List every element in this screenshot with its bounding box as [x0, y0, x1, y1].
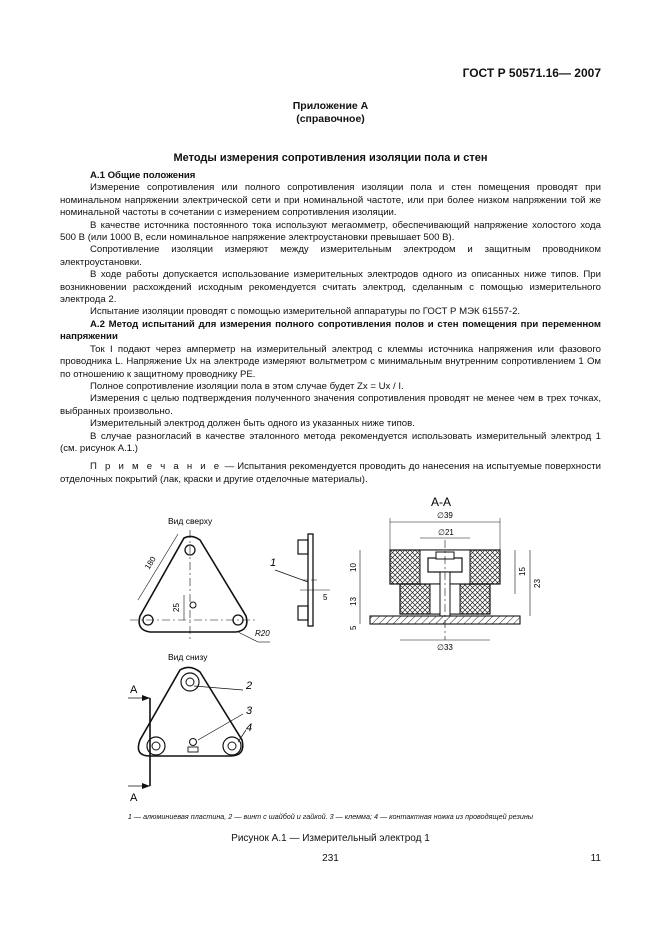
dim-d39: ∅39: [437, 511, 453, 520]
figure-drawing: [60, 490, 601, 810]
side-head-bottom: [298, 606, 308, 620]
callout-2: 2: [246, 680, 253, 692]
paragraph: Измерение сопротивления или полного сопротивления изоляции пола и стен помещения проводят при номинальном напряжении электрической сети и при номинальной частоте, или при более низком напряжении той же номинальной частоты в сочетании с измерением сопротивления изоляции.: [60, 182, 601, 219]
paragraph: Испытание изоляции проводят с помощью измерительной аппаратуры по ГОСТ Р МЭК 61557-2.: [90, 306, 521, 318]
terminal-hole: [190, 602, 196, 608]
figure-legend: 1 — алюминиевая пластина, 2 — винт с шайбой и гайкой. 3 — клемма; 4 — контактная ножка из проводящей резины: [127, 812, 534, 821]
dim-side-5: 5: [323, 593, 328, 602]
callout-1: 1: [270, 557, 277, 569]
paragraph: Полное сопротивление изоляции пола в этом случае будет Zx = Ux / I.: [90, 380, 404, 392]
dim-180: 180: [143, 554, 158, 572]
callout-4: 4: [246, 722, 253, 734]
heading-a2: А.2 Метод испытаний для измерения полного сопротивления полов и стен помещения при переменном напряжении: [60, 318, 601, 343]
paragraph: Измерительный электрод должен быть одного из указанных ниже типов.: [90, 418, 415, 430]
section-title: Методы измерения сопротивления изоляции пола и стен: [173, 152, 488, 164]
dim-15: 15: [518, 567, 527, 576]
paragraph: В ходе работы допускается использование измерительных электродов одного из описанных ниже типов. При возникновении расхождений исходным рекомендуется считать электрод, сделанным с помощью измерительного электрода 2.: [60, 269, 601, 306]
callout-3: 3: [246, 705, 253, 717]
dim-25: 25: [172, 603, 181, 612]
appendix-title: Приложение А: [292, 100, 369, 112]
top-view-plate: [139, 536, 247, 632]
terminal: [190, 739, 197, 746]
document-code: ГОСТ Р 50571.16— 2007: [462, 66, 601, 80]
dim-5: 5: [349, 625, 358, 630]
note: [60, 461, 601, 486]
contact-foot: [223, 737, 241, 755]
section-arrow-bottom: А: [130, 792, 138, 804]
dim-10: 10: [349, 563, 358, 572]
dim-d33: ∅33: [437, 643, 453, 652]
heading-a1: А.1 Общие положения: [90, 170, 196, 181]
figure-caption: Рисунок А.1 — Измерительный электрод 1: [231, 833, 430, 844]
figure-electrode: [60, 490, 601, 810]
paragraph: В случае разногласий в качестве эталонного метода рекомендуется использовать измерительный электрод 1 (см. рисунок А.1.): [60, 430, 601, 454]
dim-13: 13: [349, 597, 358, 606]
note-label: П р и м е ч а н и е: [90, 461, 222, 473]
page-number: 231: [322, 853, 339, 864]
body-text: [60, 170, 601, 486]
contact-foot: [181, 673, 199, 691]
note-text: — Испытания рекомендуется проводить до нанесения на испытуемые поверхности отделочных покрытий (лак, краски и другие отделочные материалы).: [60, 461, 601, 485]
dim-23: 23: [533, 579, 542, 588]
section-arrow-top: А: [130, 684, 138, 696]
paragraph: Измерения с целью подтверждения полученного значения сопротивления проводят не менее чем в трех точках, выбранных произвольно.: [60, 393, 601, 417]
paragraph: Ток I подают через амперметр на измерительный электрод с клеммы источника напряжения или фазового проводника L. Напряжение Ux на электроде измеряют вольтметром с минимальным внутренним сопротивлением 1 Ом по отношению к защитному проводнику PE.: [60, 343, 601, 380]
top-view-label: Вид сверху: [168, 516, 213, 526]
dim-d21: ∅21: [438, 528, 454, 537]
section-label: А-А: [431, 495, 452, 509]
page-number-right: 11: [590, 853, 601, 864]
paragraph: В качестве источника постоянного тока используют мегаомметр, обеспечивающий напряжение холостого хода 500 В (или 1000 В, если номинальное напряжение электроустановки превышает 500 В).: [60, 219, 601, 244]
paragraph: Сопротивление изоляции измеряют между измерительным электродом и защитным проводником электроустановки.: [60, 244, 601, 268]
appendix-type: (справочное): [296, 113, 365, 125]
dim-r20: R20: [255, 629, 270, 638]
bottom-view-label: Вид снизу: [168, 652, 208, 662]
side-head-top: [298, 540, 308, 554]
